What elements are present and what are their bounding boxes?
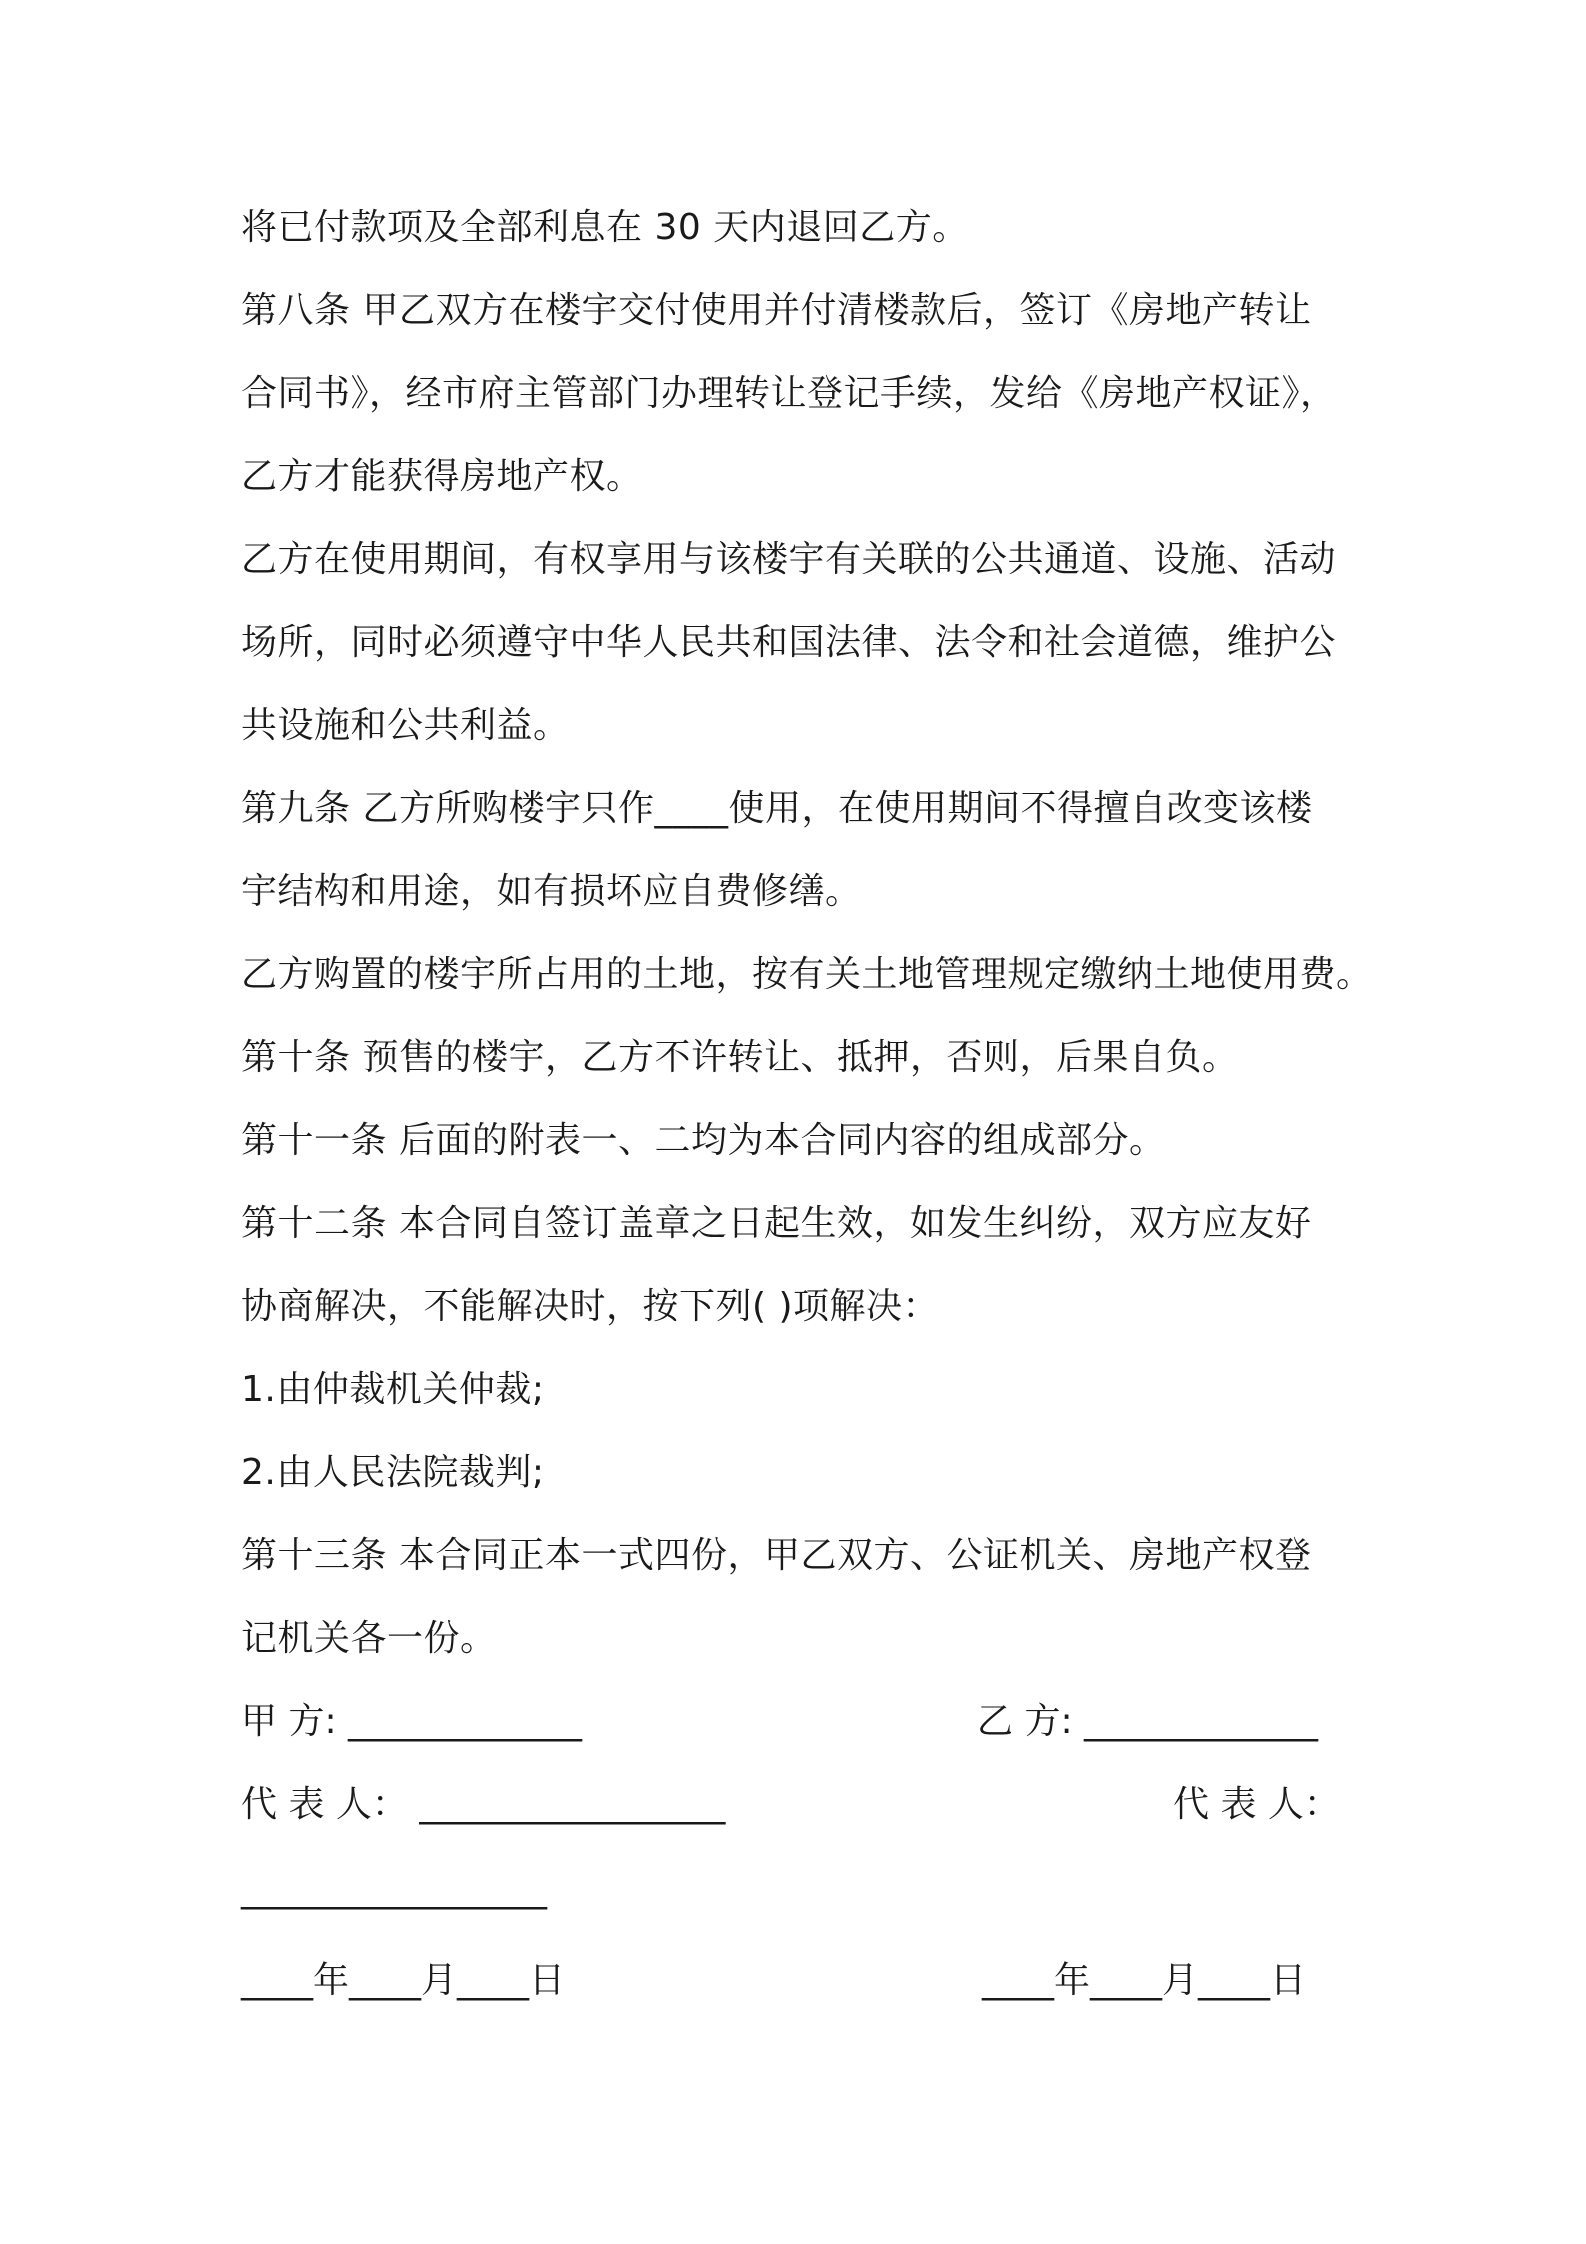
- list-item: 1.由仲裁机关仲裁;: [241, 1369, 545, 1410]
- article-8-line-3: 乙方才能获得房地产权。: [241, 456, 643, 497]
- article-12-line-2: 协商解决，不能解决时，按下列( )项解决：: [241, 1286, 940, 1327]
- paragraph-line: 共设施和公共利益。: [241, 705, 570, 746]
- paragraph-line: 将已付款项及全部利息在 30 天内退回乙方。: [241, 207, 969, 248]
- paragraph-line: 乙方在使用期间，有权享用与该楼宇有关联的公共通道、设施、活动: [241, 539, 1337, 580]
- representative-a-label: 代 表 人： _________________: [241, 1784, 726, 1825]
- article-8-line-1: 第八条 甲乙双方在楼宇交付使用并付清楼款后，签订《房地产转让: [241, 290, 1312, 331]
- party-a-label: 甲 方: _____________: [241, 1701, 583, 1742]
- article-8-line-2: 合同书》，经市府主管部门办理转让登记手续，发给《房地产权证》，: [241, 373, 1337, 414]
- date-a: ____年____月____日: [241, 1960, 566, 2001]
- representative-b-label: 代 表 人：: [1173, 1784, 1340, 1825]
- list-item: 2.由人民法院裁判;: [241, 1452, 545, 1493]
- article-13-line-1: 第十三条 本合同正本一式四份，甲乙双方、公证机关、房地产权登: [241, 1535, 1312, 1576]
- article-12-line-1: 第十二条 本合同自签订盖章之日起生效，如发生纠纷，双方应友好: [241, 1203, 1312, 1244]
- date-b: ____年____月____日: [982, 1960, 1307, 2001]
- representative-b-signature-line: _________________: [241, 1869, 547, 1910]
- party-b-label: 乙 方: _____________: [977, 1701, 1319, 1742]
- article-11-line: 第十一条 后面的附表一、二均为本合同内容的组成部分。: [241, 1120, 1166, 1161]
- article-9-line-1: 第九条 乙方所购楼宇只作____使用，在使用期间不得擅自改变该楼: [241, 788, 1313, 829]
- article-13-line-2: 记机关各一份。: [241, 1618, 497, 1659]
- paragraph-line: 乙方购置的楼宇所占用的土地，按有关土地管理规定缴纳土地使用费。: [241, 954, 1373, 995]
- paragraph-line: 场所，同时必须遵守中华人民共和国法律、法令和社会道德，维护公: [241, 622, 1337, 663]
- article-9-line-2: 宇结构和用途，如有损坏应自费修缮。: [241, 871, 862, 912]
- article-10-line: 第十条 预售的楼宇，乙方不许转让、抵押，否则，后果自负。: [241, 1037, 1239, 1078]
